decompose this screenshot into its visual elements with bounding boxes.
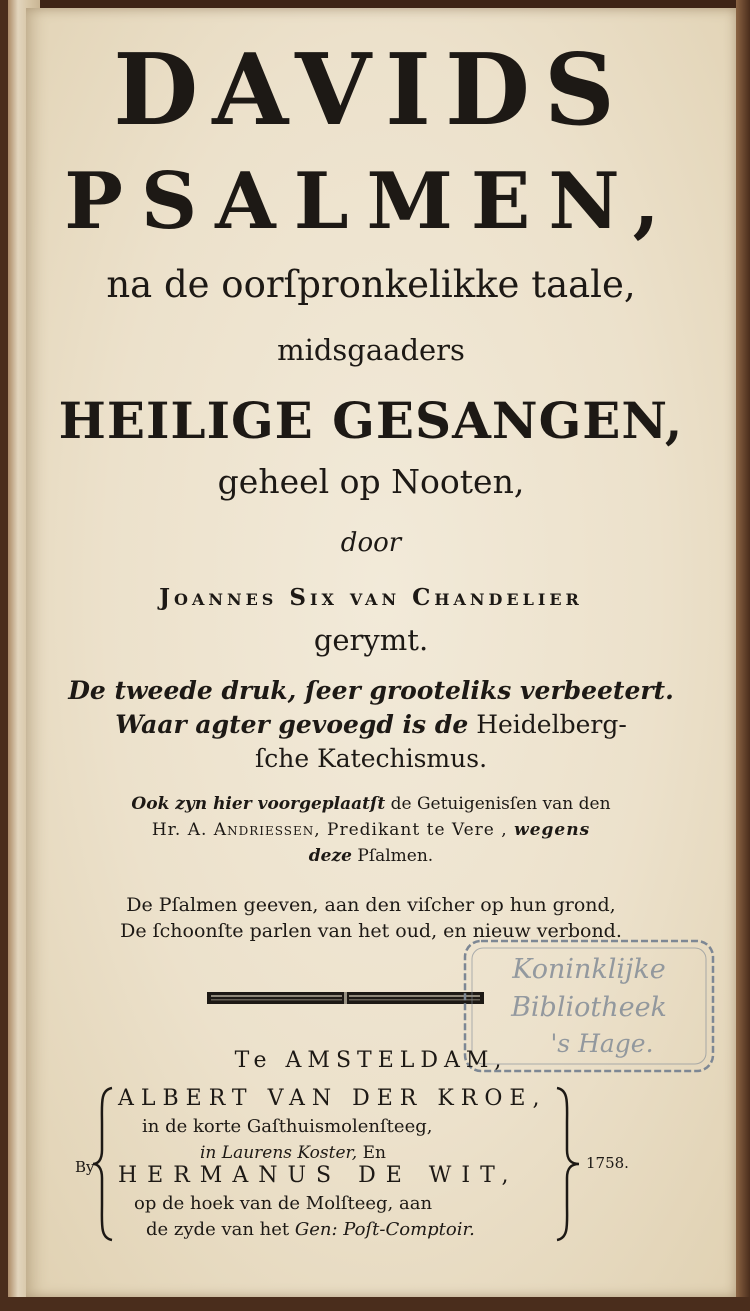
stamp-line-3: 's Hage.	[550, 1029, 654, 1058]
testimony-line-1	[26, 796, 716, 813]
imprint-city: Te AMSTELDAM,	[234, 1048, 508, 1073]
imprint-by: By	[75, 1158, 95, 1176]
imprint-address-4-italic: Gen: Poſt-Comptoir.	[294, 1219, 475, 1240]
imprint-address-2-italic: in Laurens Koster,	[200, 1143, 358, 1163]
motto-line-1: De Pſalmen geeven, aan den viſcher op hun grond,	[126, 894, 616, 916]
imprint-address-4	[146, 1221, 475, 1239]
binding-right	[736, 0, 750, 1311]
author-suffix: gerymt.	[313, 623, 429, 657]
binding-spine	[0, 0, 8, 1311]
imprint-address-1: in de korte Gaſthuismolenſteeg,	[142, 1116, 433, 1137]
testimony-line-2-prefix: Hr. A.	[151, 820, 208, 840]
printers-ornament	[207, 990, 484, 1006]
testimony-line-3-italic: deze	[308, 846, 352, 866]
right-brace	[553, 1084, 583, 1244]
motto-line-2: De ſchoonſte parlen van het oud, en nieuw verbond.	[120, 920, 622, 942]
subtitle-original-language: na de oorſpronkelikke taale,	[106, 263, 636, 306]
binding-bottom	[0, 1297, 750, 1311]
imprint-year: 1758.	[586, 1154, 629, 1172]
author-name: Joannes Six van Chandelier	[159, 584, 583, 611]
imprint-address-2	[200, 1145, 386, 1162]
title-davids: DAVIDS	[113, 33, 629, 148]
title-heilige-gesangen: HEILIGE GESANGEN,	[58, 391, 684, 450]
testimony-line-2-middle: , Predikant te Vere ,	[314, 820, 508, 840]
imprint-address-4-roman: de zyde van het	[146, 1219, 290, 1240]
testimony-line-2	[26, 822, 716, 839]
subtitle-nooten: geheel op Nooten,	[217, 462, 525, 501]
testimony-line-1-roman: de Getuigenisſen van den	[390, 794, 611, 814]
testimony-line-2-italic: wegens	[514, 820, 591, 840]
subtitle-door: door	[340, 528, 402, 558]
edition-line-3: ſche Katechismus.	[254, 744, 488, 773]
testimony-line-1-italic: Ook zyn hier voorgeplaatſt	[131, 794, 386, 814]
title-psalmen: PSALMEN,	[64, 156, 678, 247]
imprint-address-3: op de hoek van de Molſteeg, aan	[134, 1193, 433, 1214]
imprint-printer-2: HERMANUS DE WIT,	[118, 1163, 519, 1188]
testimony-line-3-roman: Pſalmen.	[357, 846, 434, 866]
edition-line-1: De tweede druk, ſeer grooteliks verbeetert.	[68, 676, 674, 705]
left-brace	[90, 1084, 116, 1244]
imprint-address-2-roman: En	[362, 1143, 386, 1163]
stamp-line-2: Bibliotheek	[511, 992, 667, 1023]
subtitle-midsgaaders: midsgaaders	[277, 333, 465, 367]
edition-line-2-roman: Heidelberg-	[476, 710, 627, 739]
imprint-printer-1: ALBERT VAN DER KROE,	[118, 1086, 547, 1111]
testimony-line-2-name: Andriessen	[213, 820, 315, 840]
testimony-line-3	[26, 848, 716, 865]
stamp-line-1: Koninklijke	[512, 954, 666, 985]
edition-line-2-italic: Waar agter gevoegd is de	[115, 710, 469, 739]
edition-line-2	[26, 712, 716, 737]
